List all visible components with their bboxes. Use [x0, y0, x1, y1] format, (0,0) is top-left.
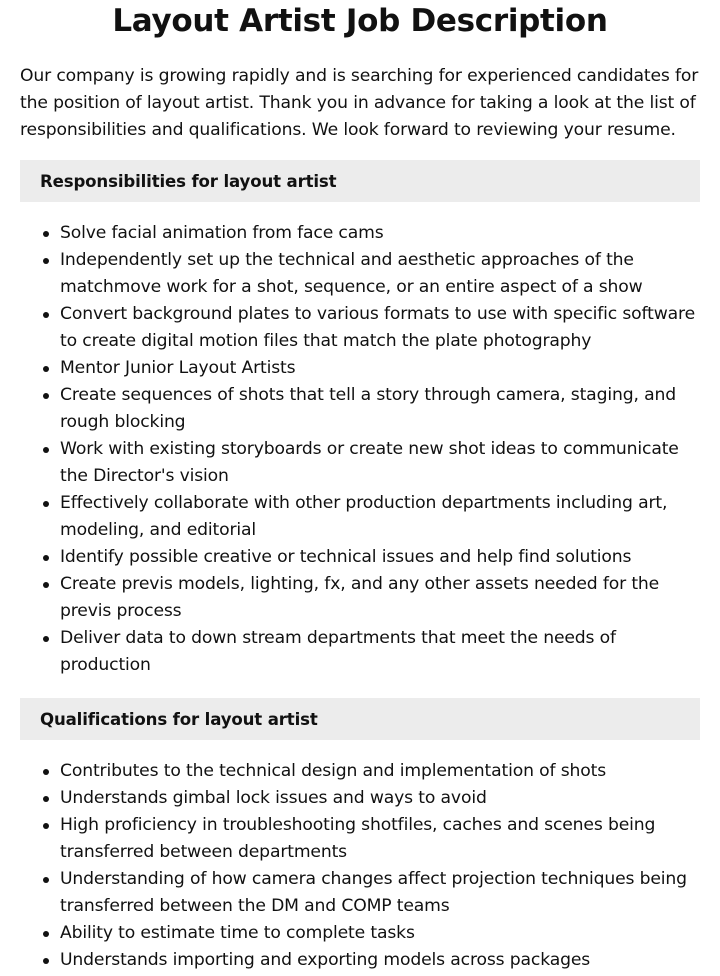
list-item: Mentor Junior Layout Artists — [20, 355, 700, 382]
list-item: Work with existing storyboards or create new shot ideas to communicate the Director's vision — [20, 436, 700, 490]
list-item: Effectively collaborate with other production departments including art, modeling, and editorial — [20, 490, 700, 544]
list-item: Convert background plates to various formats to use with specific software to create digital motion files that match the plate photography — [20, 301, 700, 355]
list-item: Solve facial animation from face cams — [20, 220, 700, 247]
list-item: Understands importing and exporting models across packages — [20, 947, 700, 974]
qualifications-list — [20, 758, 700, 974]
list-item: Create previs models, lighting, fx, and any other assets needed for the previs process — [20, 571, 700, 625]
list-item: Contributes to the technical design and implementation of shots — [20, 758, 700, 785]
list-item: Deliver data to down stream departments that meet the needs of production — [20, 625, 700, 679]
list-item: Create sequences of shots that tell a story through camera, staging, and rough blocking — [20, 382, 700, 436]
list-item: Ability to estimate time to complete tasks — [20, 920, 700, 947]
list-item: High proficiency in troubleshooting shotfiles, caches and scenes being transferred between departments — [20, 812, 700, 866]
page-title: Layout Artist Job Description — [112, 3, 608, 39]
list-item: Understanding of how camera changes affect projection techniques being transferred between the DM and COMP teams — [20, 866, 700, 920]
list-item: Identify possible creative or technical issues and help find solutions — [20, 544, 700, 571]
list-item: Understands gimbal lock issues and ways to avoid — [20, 785, 700, 812]
list-item: Independently set up the technical and aesthetic approaches of the matchmove work for a shot, sequence, or an entire aspect of a show — [20, 247, 700, 301]
responsibilities-heading: Responsibilities for layout artist — [20, 160, 700, 202]
qualifications-heading: Qualifications for layout artist — [20, 698, 700, 740]
responsibilities-list — [20, 220, 700, 679]
intro-paragraph: Our company is growing rapidly and is searching for experienced candidates for the position of layout artist. Thank you in advance for taking a look at the list of responsibilities and qualifications. We look forward to reviewing your resume. — [20, 66, 699, 140]
